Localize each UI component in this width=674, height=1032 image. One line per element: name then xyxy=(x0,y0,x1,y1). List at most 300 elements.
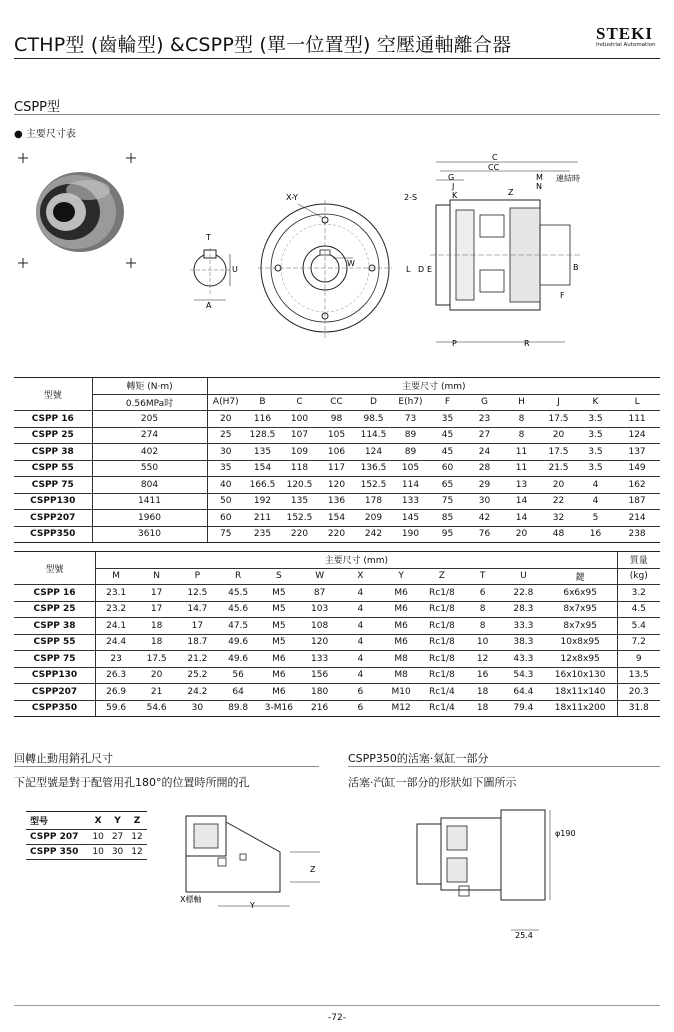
table-cell: 108 xyxy=(299,618,340,635)
table-cell: 205 xyxy=(92,411,207,428)
table-cell: 4 xyxy=(340,618,381,635)
table-cell: 135 xyxy=(244,444,281,461)
table-cell: 73 xyxy=(392,411,429,428)
table-cell: 216 xyxy=(299,700,340,717)
dim-f-label: F xyxy=(560,291,565,300)
table-cell: 56 xyxy=(218,667,259,684)
table-cell: 20 xyxy=(136,667,177,684)
table-cell: 114 xyxy=(392,477,429,494)
table-cell: 87 xyxy=(299,585,340,602)
table-cell: 12.5 xyxy=(177,585,218,602)
table-cell: 35 xyxy=(429,411,466,428)
table-cell: 6x6x95 xyxy=(544,585,617,602)
footer-rule xyxy=(14,1005,660,1006)
table2-dim-header: T xyxy=(462,568,503,585)
table-cell: 89 xyxy=(392,444,429,461)
table-cell: 18x11x140 xyxy=(544,684,617,701)
table-cell: 3.5 xyxy=(577,444,614,461)
table-cell: 136 xyxy=(318,493,355,510)
front-view-drawing xyxy=(258,188,398,343)
piston-drawing xyxy=(415,790,595,945)
table-cell: 8 xyxy=(462,601,503,618)
table-cell: 43.3 xyxy=(503,651,544,668)
pin-table-header: Z xyxy=(127,812,146,830)
table-cell: 17 xyxy=(177,618,218,635)
table-cell: 3-M16 xyxy=(259,700,300,717)
table-cell: 118 xyxy=(281,460,318,477)
table-row xyxy=(14,526,660,543)
table-cell-model: CSPP 16 xyxy=(14,585,96,602)
table-cell: 48 xyxy=(540,526,577,543)
table-cell: 10 xyxy=(462,634,503,651)
table-cell: 13.5 xyxy=(617,667,660,684)
pin-x-axis-label: X標軸 xyxy=(180,895,202,904)
table2-weight-unit: (kg) xyxy=(617,568,660,585)
table1-dim-header: F xyxy=(429,394,466,411)
spec-table-label: ● 主要尺寸表 xyxy=(14,129,76,140)
table-cell: Rc1/8 xyxy=(422,667,463,684)
table1-dim-header: L xyxy=(614,394,660,411)
table-cell: 20 xyxy=(207,411,244,428)
table-row xyxy=(14,427,660,444)
table-cell: 28 xyxy=(466,460,503,477)
table-row xyxy=(14,651,660,668)
table-cell: 5.4 xyxy=(617,618,660,635)
table-cell: M5 xyxy=(259,585,300,602)
pin-table-header: Y xyxy=(108,812,127,830)
table-cell: 124 xyxy=(355,444,392,461)
table-cell: 35 xyxy=(207,460,244,477)
table-cell: Rc1/4 xyxy=(422,700,463,717)
pin-table-header: 型号 xyxy=(26,812,88,830)
table-cell: 6 xyxy=(462,585,503,602)
table-cell: 6 xyxy=(340,684,381,701)
table-cell: 18x11x200 xyxy=(544,700,617,717)
table-cell: Rc1/4 xyxy=(422,684,463,701)
dim-d-label: D xyxy=(418,265,425,274)
table-cell: 402 xyxy=(92,444,207,461)
pin-table-cell: 12 xyxy=(127,845,146,860)
table-cell: 235 xyxy=(244,526,281,543)
table-cell: 4 xyxy=(340,651,381,668)
table-cell-model: CSPP 25 xyxy=(14,601,96,618)
table-cell: 154 xyxy=(244,460,281,477)
table-row xyxy=(14,444,660,461)
table2-dim-header: W xyxy=(299,568,340,585)
dim-m-label: M xyxy=(536,173,543,182)
table-cell: 12 xyxy=(462,651,503,668)
dim-k-label: K xyxy=(452,191,458,200)
table-cell: 107 xyxy=(281,427,318,444)
dim-c-label: C xyxy=(492,153,498,162)
table-cell-model: CSPP 75 xyxy=(14,651,96,668)
table2-dim-header: N xyxy=(136,568,177,585)
table-cell: M6 xyxy=(381,601,422,618)
table-cell: 89.8 xyxy=(218,700,259,717)
page-header-title: CTHP型 (齒輪型) &CSPP型 (單一位置型) 空壓通軸離合器 xyxy=(14,34,512,56)
section-view-drawing xyxy=(400,150,600,350)
piston-rule xyxy=(348,766,660,767)
table-cell: M5 xyxy=(259,618,300,635)
piston-dim-label: 25.4 xyxy=(515,931,533,940)
table1-dim-header: A(H7) xyxy=(207,394,244,411)
table-cell: 4 xyxy=(577,493,614,510)
table-cell-model: CSPP207 xyxy=(14,684,96,701)
table1-dim-header: J xyxy=(540,394,577,411)
table2-dim-header: P xyxy=(177,568,218,585)
table-cell: 128.5 xyxy=(244,427,281,444)
table1-dim-header: H xyxy=(503,394,540,411)
table-cell: 4 xyxy=(340,634,381,651)
table2-dim-header: Y xyxy=(381,568,422,585)
table-cell: 23.2 xyxy=(96,601,137,618)
dim-n-label: N xyxy=(536,182,542,191)
dim-p-label: P xyxy=(452,339,457,348)
table-cell: 30 xyxy=(466,493,503,510)
table-cell: 20.3 xyxy=(617,684,660,701)
pin-hole-drawing xyxy=(180,812,320,917)
pin-hole-rule xyxy=(14,766,319,767)
table-cell: 75 xyxy=(207,526,244,543)
table-cell: 274 xyxy=(92,427,207,444)
table-cell: 4 xyxy=(340,667,381,684)
table-cell: 18 xyxy=(462,684,503,701)
table-cell: 20 xyxy=(503,526,540,543)
table2-dim-header: X xyxy=(340,568,381,585)
table-cell: M6 xyxy=(259,684,300,701)
table-cell: 18 xyxy=(462,700,503,717)
table-cell: 117 xyxy=(318,460,355,477)
table-cell: 38.3 xyxy=(503,634,544,651)
dim-l-label: L xyxy=(406,265,411,274)
table-cell: 109 xyxy=(281,444,318,461)
table-cell: 17.5 xyxy=(136,651,177,668)
table-row xyxy=(14,618,660,635)
table-cell: 24.1 xyxy=(96,618,137,635)
dim-b-label: B xyxy=(573,263,579,272)
pin-table-cell: 10 xyxy=(88,830,107,845)
table-cell-model: CSPP350 xyxy=(14,526,92,543)
table-cell: 64 xyxy=(218,684,259,701)
table-cell: 16 xyxy=(462,667,503,684)
table-cell: 21.2 xyxy=(177,651,218,668)
table-cell: 21 xyxy=(136,684,177,701)
table-cell: 6 xyxy=(340,700,381,717)
table-cell: 4 xyxy=(577,477,614,494)
table-cell: 116 xyxy=(244,411,281,428)
table1-dim-header: B xyxy=(244,394,281,411)
table-cell: 98.5 xyxy=(355,411,392,428)
table-cell: 211 xyxy=(244,510,281,527)
table-cell: 50 xyxy=(207,493,244,510)
table-cell: 152.5 xyxy=(355,477,392,494)
table-cell-model: CSPP350 xyxy=(14,700,96,717)
table-cell: 242 xyxy=(355,526,392,543)
table-cell: 13 xyxy=(503,477,540,494)
table-cell: 14 xyxy=(503,510,540,527)
table-cell: 26.3 xyxy=(96,667,137,684)
table-cell: M6 xyxy=(381,618,422,635)
table-row xyxy=(14,634,660,651)
table-cell: Rc1/8 xyxy=(422,618,463,635)
table2-col-model: 型號 xyxy=(14,552,96,585)
table-row xyxy=(14,411,660,428)
pin-table-cell: CSPP 350 xyxy=(26,845,88,860)
dim-u-label: U xyxy=(232,265,238,274)
dim-z-label: Z xyxy=(508,188,514,197)
table-cell: 105 xyxy=(318,427,355,444)
table-cell: 20 xyxy=(540,427,577,444)
table-cell-model: CSPP 38 xyxy=(14,618,96,635)
table-cell: 42 xyxy=(466,510,503,527)
table-cell: 49.6 xyxy=(218,634,259,651)
pin-table-cell: 10 xyxy=(88,845,107,860)
pin-table-cell: 30 xyxy=(108,845,127,860)
table-cell: 24.4 xyxy=(96,634,137,651)
table-cell-model: CSPP130 xyxy=(14,667,96,684)
table-cell: 20 xyxy=(540,477,577,494)
table-cell-model: CSPP 38 xyxy=(14,444,92,461)
brand-logo xyxy=(596,26,662,52)
dim-connect-label: 連結時 xyxy=(556,174,580,183)
table-cell: 100 xyxy=(281,411,318,428)
table-row xyxy=(26,830,147,845)
table-cell: 65 xyxy=(429,477,466,494)
dim-r-label: R xyxy=(524,339,530,348)
piston-dia-label: φ190 xyxy=(555,829,576,838)
dim-a-label: A xyxy=(206,301,212,310)
table-cell: 59.6 xyxy=(96,700,137,717)
table-cell: 27 xyxy=(466,427,503,444)
table-cell: M12 xyxy=(381,700,422,717)
table2-dim-header: S xyxy=(259,568,300,585)
table1-dim-header: CC xyxy=(318,394,355,411)
table-cell: 8 xyxy=(462,618,503,635)
table-row xyxy=(14,585,660,602)
table-cell: 54.3 xyxy=(503,667,544,684)
table-cell: M8 xyxy=(381,667,422,684)
pin-y-label: Y xyxy=(250,901,255,910)
dim-xy-label: X-Y xyxy=(286,193,298,202)
table-cell: M6 xyxy=(259,667,300,684)
table-cell: 3.5 xyxy=(577,427,614,444)
table2-dim-header: R xyxy=(218,568,259,585)
table-cell: M10 xyxy=(381,684,422,701)
dim-g-label: G xyxy=(448,173,455,182)
table-cell: 190 xyxy=(392,526,429,543)
table2-col-main: 主要尺寸 (mm) xyxy=(96,552,618,569)
pin-hole-title: 回轉止動用銷孔尺寸 xyxy=(14,752,113,765)
table-cell: 22 xyxy=(540,493,577,510)
table-cell: 23 xyxy=(96,651,137,668)
table-cell: 124 xyxy=(614,427,660,444)
table-cell: 11 xyxy=(503,444,540,461)
table-cell: 21.5 xyxy=(540,460,577,477)
table-cell: 18.7 xyxy=(177,634,218,651)
table-cell: 8x7x95 xyxy=(544,618,617,635)
piston-title: CSPP350的活塞·氣缸一部分 xyxy=(348,752,489,765)
table-cell: M5 xyxy=(259,601,300,618)
table-cell: 23.1 xyxy=(96,585,137,602)
table-cell: 9 xyxy=(617,651,660,668)
table-cell: 209 xyxy=(355,510,392,527)
table-row xyxy=(14,601,660,618)
table-cell: 60 xyxy=(207,510,244,527)
table-cell-model: CSPP207 xyxy=(14,510,92,527)
table1-col-main: 主要尺寸 (mm) xyxy=(207,378,660,395)
table-cell: 47.5 xyxy=(218,618,259,635)
table1-dim-header: C xyxy=(281,394,318,411)
table-cell: 24.2 xyxy=(177,684,218,701)
table-cell: 1411 xyxy=(92,493,207,510)
table-cell: 238 xyxy=(614,526,660,543)
product-photo xyxy=(18,150,138,270)
table-cell: 1960 xyxy=(92,510,207,527)
table-row xyxy=(14,510,660,527)
table-cell: 98 xyxy=(318,411,355,428)
dim-j-label: J xyxy=(452,182,455,191)
table2-dim-header: U xyxy=(503,568,544,585)
pin-hole-subtitle: 下記型號是對于配管用孔180°的位置時所開的孔 xyxy=(14,776,250,789)
table2-dim-header: M xyxy=(96,568,137,585)
table-row xyxy=(14,460,660,477)
table-cell: 187 xyxy=(614,493,660,510)
table-cell: 136.5 xyxy=(355,460,392,477)
table-row xyxy=(26,845,147,860)
table-cell: 75 xyxy=(429,493,466,510)
piston-subtitle: 活塞·汽缸一部分的形狀如下圖所示 xyxy=(348,776,517,789)
table-cell: 166.5 xyxy=(244,477,281,494)
table-cell: Rc1/8 xyxy=(422,651,463,668)
table-row xyxy=(14,493,660,510)
dim-t-label: T xyxy=(206,233,211,242)
logo-subtext: Industrial Automation xyxy=(596,42,656,48)
table-cell: 149 xyxy=(614,460,660,477)
table-cell: 18 xyxy=(136,618,177,635)
table2-dim-header: 鍵 xyxy=(544,568,617,585)
table-cell: 111 xyxy=(614,411,660,428)
table-cell: 31.8 xyxy=(617,700,660,717)
pin-table-cell: 12 xyxy=(127,830,146,845)
table-cell-model: CSPP 55 xyxy=(14,634,96,651)
dim-cc-label: CC xyxy=(488,163,500,172)
table-cell-model: CSPP 55 xyxy=(14,460,92,477)
spec-table-dimensions xyxy=(14,551,660,717)
table-cell: 17 xyxy=(136,585,177,602)
table-cell: 33.3 xyxy=(503,618,544,635)
logo-text: STEKI xyxy=(596,24,653,43)
table-cell: 45.5 xyxy=(218,585,259,602)
table-cell: 28.3 xyxy=(503,601,544,618)
page-number: -72- xyxy=(328,1013,346,1023)
table-cell: 550 xyxy=(92,460,207,477)
table-cell: 192 xyxy=(244,493,281,510)
table-cell: 8 xyxy=(503,411,540,428)
table-cell: M6 xyxy=(381,634,422,651)
table-cell: 3.5 xyxy=(577,460,614,477)
table-cell: 16x10x130 xyxy=(544,667,617,684)
pin-table-cell: CSPP 207 xyxy=(26,830,88,845)
table-row xyxy=(14,667,660,684)
header-rule xyxy=(14,58,660,59)
table2-col-weight: 質量 xyxy=(617,552,660,569)
table-cell: 105 xyxy=(392,460,429,477)
table-cell: 40 xyxy=(207,477,244,494)
table-cell: 30 xyxy=(177,700,218,717)
table-cell: 32 xyxy=(540,510,577,527)
pin-z-label: Z xyxy=(310,865,316,874)
table-cell: 18 xyxy=(136,634,177,651)
table1-dim-header: G xyxy=(466,394,503,411)
dim-e-label: E xyxy=(427,265,433,274)
table-cell: Rc1/8 xyxy=(422,634,463,651)
table2-dim-header: Z xyxy=(422,568,463,585)
table-cell: 8x7x95 xyxy=(544,601,617,618)
table1-dim-header: D xyxy=(355,394,392,411)
pin-table-header: X xyxy=(88,812,107,830)
table-cell: 5 xyxy=(577,510,614,527)
table-cell: 60 xyxy=(429,460,466,477)
table1-torque-sub: 0.56MPa时 xyxy=(92,394,207,411)
table-cell-model: CSPP 16 xyxy=(14,411,92,428)
table-cell: 214 xyxy=(614,510,660,527)
table-cell: 145 xyxy=(392,510,429,527)
table-cell: 156 xyxy=(299,667,340,684)
table1-col-model: 型號 xyxy=(14,378,92,411)
table-row xyxy=(14,684,660,701)
table-cell: 17.5 xyxy=(540,411,577,428)
table-row xyxy=(14,700,660,717)
table-cell: 25 xyxy=(207,427,244,444)
table-cell: 16 xyxy=(577,526,614,543)
table-cell: 17 xyxy=(136,601,177,618)
section-rule xyxy=(14,114,660,115)
table-cell: 114.5 xyxy=(355,427,392,444)
table-cell: 3.5 xyxy=(577,411,614,428)
table-cell: 45.6 xyxy=(218,601,259,618)
table-cell: 106 xyxy=(318,444,355,461)
table-cell-model: CSPP 25 xyxy=(14,427,92,444)
table-cell: 178 xyxy=(355,493,392,510)
table-cell: M5 xyxy=(259,634,300,651)
table-cell: 10x8x95 xyxy=(544,634,617,651)
table-cell: 220 xyxy=(281,526,318,543)
table-cell: 22.8 xyxy=(503,585,544,602)
table-cell: 64.4 xyxy=(503,684,544,701)
table-cell: 14 xyxy=(503,493,540,510)
table1-col-torque: 轉矩 (N·m) xyxy=(92,378,207,395)
table-cell: 24 xyxy=(466,444,503,461)
table-cell: 89 xyxy=(392,427,429,444)
table-cell-model: CSPP 75 xyxy=(14,477,92,494)
table-cell: M8 xyxy=(381,651,422,668)
table-cell: 3.2 xyxy=(617,585,660,602)
table-cell: 135 xyxy=(281,493,318,510)
pin-hole-table xyxy=(26,811,147,860)
table-cell: 26.9 xyxy=(96,684,137,701)
table-cell: 76 xyxy=(466,526,503,543)
table-cell: M6 xyxy=(381,585,422,602)
pin-table-cell: 27 xyxy=(108,830,127,845)
table-cell: 4.5 xyxy=(617,601,660,618)
section-title: CSPP型 xyxy=(14,100,61,115)
table-cell: 137 xyxy=(614,444,660,461)
table-cell: 17.5 xyxy=(540,444,577,461)
table-cell: 30 xyxy=(207,444,244,461)
table-cell: 154 xyxy=(318,510,355,527)
table-cell: 152.5 xyxy=(281,510,318,527)
table-cell: 23 xyxy=(466,411,503,428)
